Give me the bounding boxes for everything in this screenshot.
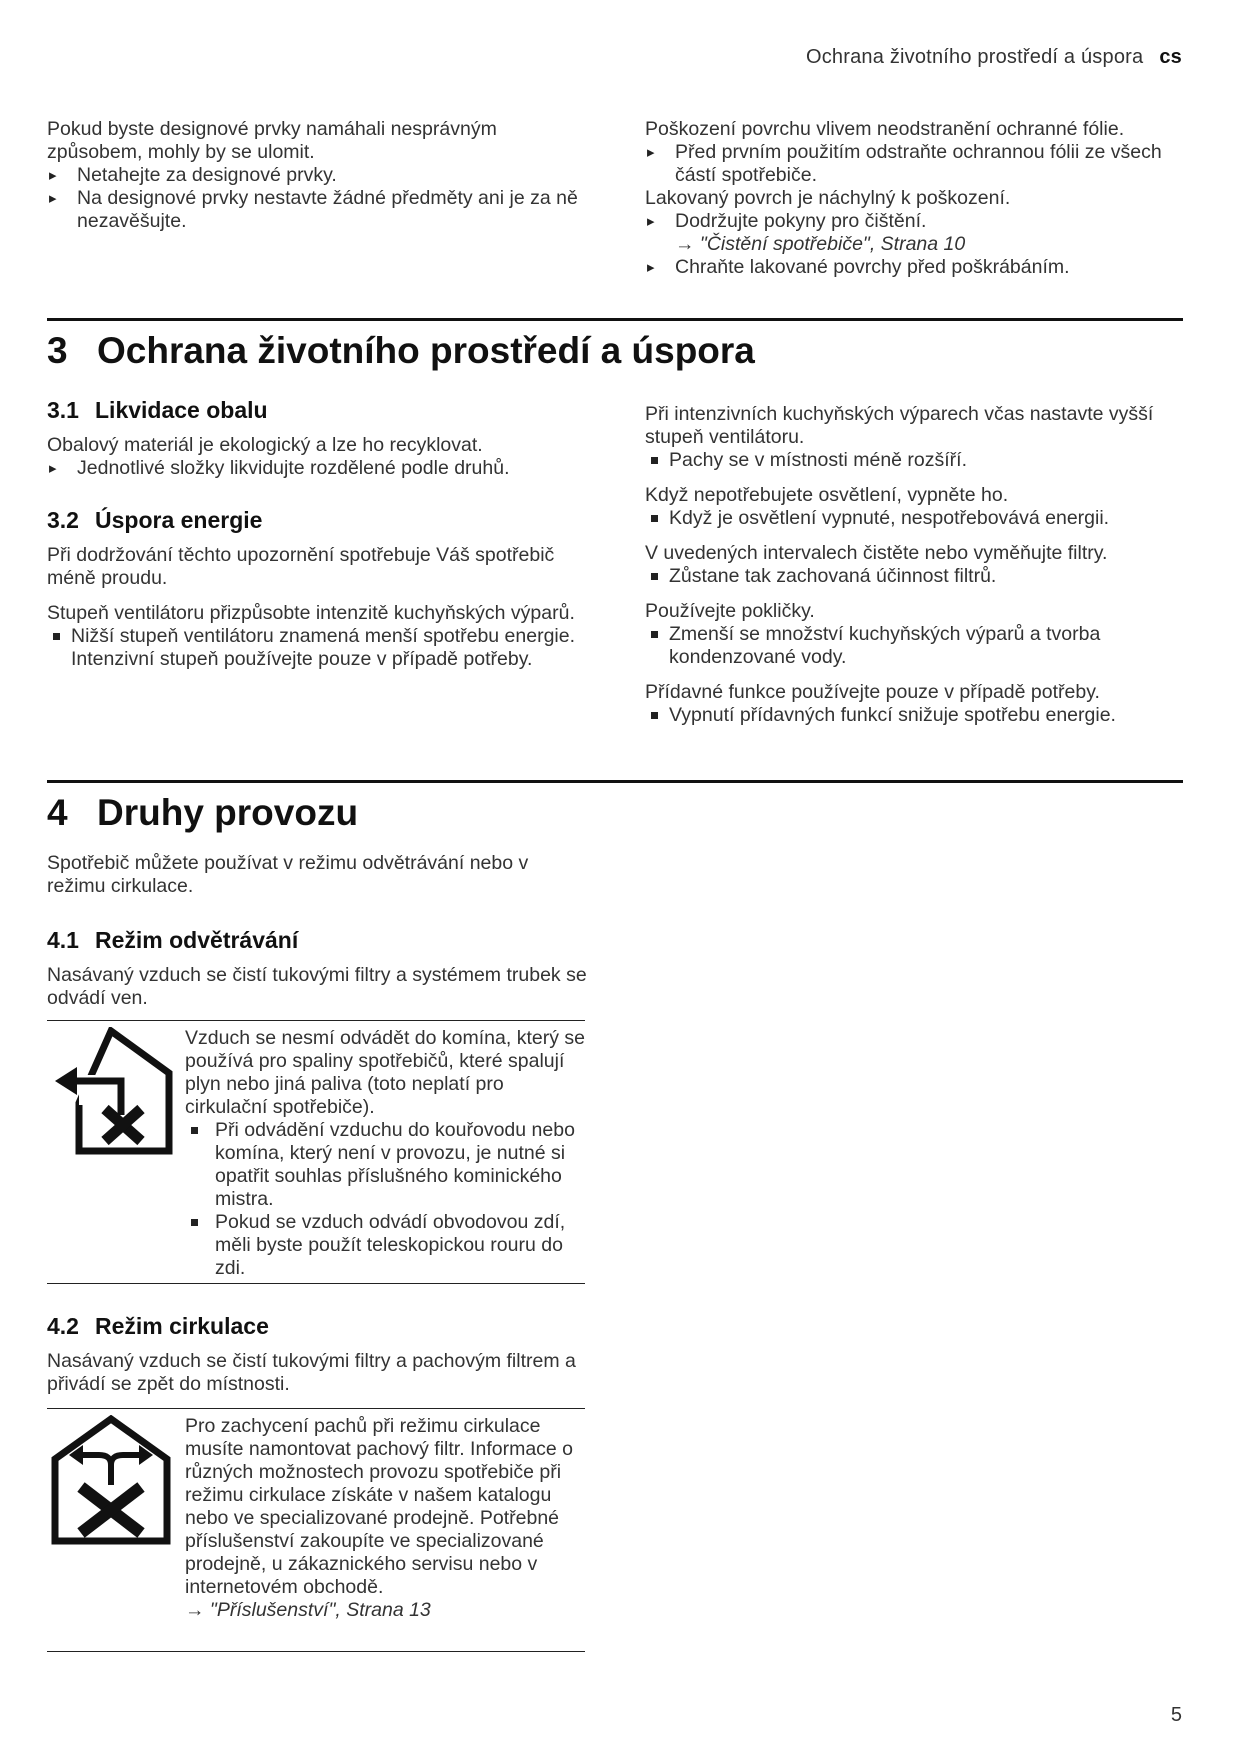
section-3-right-column [645,403,1185,727]
exhaust-note-text [185,1027,585,1280]
paint-warning-text: Lakovaný povrch je náchylný k poškození. [645,187,1011,209]
square-bullet-item: Při odvádění vzduchu do kouřovodu nebo komína, který není v provozu, je nutné si opatřit souhlas příslušného kominického mistra. [185,1119,585,1211]
exhaust-mode-text: Nasávaný vzduch se čistí tukovými filtry a systémem trubek se odvádí ven. [47,964,587,1009]
bullet-continuation: Intenzivní stupeň používejte pouze v případě potřeby. [71,648,533,670]
top-left-column [47,118,587,233]
subsection-number: 4.1 [47,927,79,953]
top-right-column [645,118,1185,279]
tip-text: Přídavné funkce používejte pouze v případě potřeby. [645,681,1100,703]
subsection-3-2-heading [47,506,587,534]
energy-text-2: Stupeň ventilátoru přizpůsobte intenzitě kuchyňských výparů. [47,602,575,624]
cross-reference-cleaning[interactable]: → "Čistění spotřebiče", Strana 10 [675,233,966,255]
bullet-item: ▸ Netahejte za designové prvky. [47,164,587,187]
design-warning-text: Pokud byste designové prvky namáhali nesprávným způsobem, mohly by se ulomit. [47,118,497,163]
bullet-item: ▸ Na designové prvky nestavte žádné předměty ani je za ně nezavěšujte. [47,187,587,233]
subsection-title: Režim cirkulace [95,1313,269,1339]
cross-reference-accessories[interactable]: → "Příslušenství", Strana 13 [185,1599,431,1621]
exhaust-note-box [47,1020,585,1284]
subsection-number: 4.2 [47,1313,79,1339]
section-divider [47,318,1183,321]
tip-text: V uvedených intervalech čistěte nebo vyměňujte filtry. [645,542,1108,564]
subsection-4-1-heading [47,926,587,954]
language-code: cs [1159,46,1182,68]
bullet-item: ▸ Před prvním použitím odstraňte ochrannou fólii ze všech částí spotřebiče. [645,141,1185,187]
tip-text: Při intenzivních kuchyňských výparech včas nastavte vyšší stupeň ventilátoru. [645,403,1154,448]
tip-text: Když nepotřebujete osvětlení, vypněte ho. [645,484,1009,506]
operation-modes-text: Spotřebič můžete používat v režimu odvětrávání nebo v režimu cirkulace. [47,852,529,897]
section-divider [47,780,1183,783]
section-title: Ochrana životního prostředí a úspora [97,330,755,371]
bullet-item: ▸ Jednotlivé složky likvidujte rozdělené podle druhů. [47,457,587,480]
header-title: Ochrana životního prostředí a úspora [805,46,1144,68]
odour-filter-note: Pro zachycení pachů při režimu cirkulace musíte namontovat pachový filtr. Informace o různých možnostech provozu spotřebiče při režimu cirkulace získáte v našem katalogu nebo ve specializované prodejně. Potřebné příslušenství zakoupíte ve specializované prodejně, u zákaznického servisu nebo v internetovém obchodě. [185,1415,574,1598]
section-number: 4 [47,792,68,833]
square-bullet-item: Nižší stupeň ventilátoru znamená menší spotřebu energie. [47,625,587,648]
recirculation-note-box [47,1408,585,1652]
recirculation-mode-text: Nasávaný vzduch se čistí tukovými filtry a pachovým filtrem a přivádí se zpět do místnosti. [47,1350,576,1395]
subsection-title: Úspora energie [95,507,263,533]
square-bullet-item: Vypnutí přídavných funkcí snižuje spotřebu energie. [645,704,1185,727]
foil-warning-text: Poškození povrchu vlivem neodstranění ochranné fólie. [645,118,1125,140]
exhaust-mode-icon [49,1027,173,1157]
chimney-warning: Vzduch se nesmí odvádět do komína, který se používá pro spaliny spotřebičů, které spalují plyn nebo jiná paliva (toto neplatí pro cirkulační spotřebiče). [185,1027,585,1118]
section-number: 3 [47,330,68,371]
subsection-number: 3.1 [47,397,79,423]
subsection-title: Likvidace obalu [95,397,268,423]
section-title: Druhy provozu [97,792,359,833]
packaging-text: Obalový materiál je ekologický a lze ho recyklovat. [47,434,483,456]
bullet-item: ▸ Chraňte lakované povrchy před poškrábáním. [645,256,1185,279]
recirculation-mode-icon [49,1415,173,1547]
square-bullet-item: Zmenší se množství kuchyňských výparů a tvorba kondenzované vody. [645,623,1185,669]
bullet-item: ▸ Dodržujte pokyny pro čištění. [645,210,1185,233]
running-header [806,46,1182,69]
tip-text: Používejte pokličky. [645,600,815,622]
subsection-3-1-heading [47,396,587,424]
square-bullet-item: Když je osvětlení vypnuté, nespotřebovává energii. [645,507,1185,530]
energy-text-1: Při dodržování těchto upozornění spotřebuje Váš spotřebič méně proudu. [47,544,555,589]
square-bullet-item: Zůstane tak zachovaná účinnost filtrů. [645,565,1185,588]
subsection-4-1 [47,926,587,1010]
page-number: 5 [1170,1704,1182,1726]
square-bullet-item: Pachy se v místnosti méně rozšíří. [645,449,1185,472]
section-4-heading [47,792,358,834]
section-4-intro [47,852,587,898]
subsection-number: 3.2 [47,507,79,533]
subsection-4-2-heading [47,1312,587,1340]
recirculation-note-text [185,1415,585,1622]
subsection-4-2 [47,1312,587,1396]
section-3-heading [47,330,755,372]
subsection-title: Režim odvětrávání [95,927,299,953]
section-3-left-column [47,396,587,671]
square-bullet-item: Pokud se vzduch odvádí obvodovou zdí, měli byste použít teleskopickou rouru do zdi. [185,1211,585,1280]
